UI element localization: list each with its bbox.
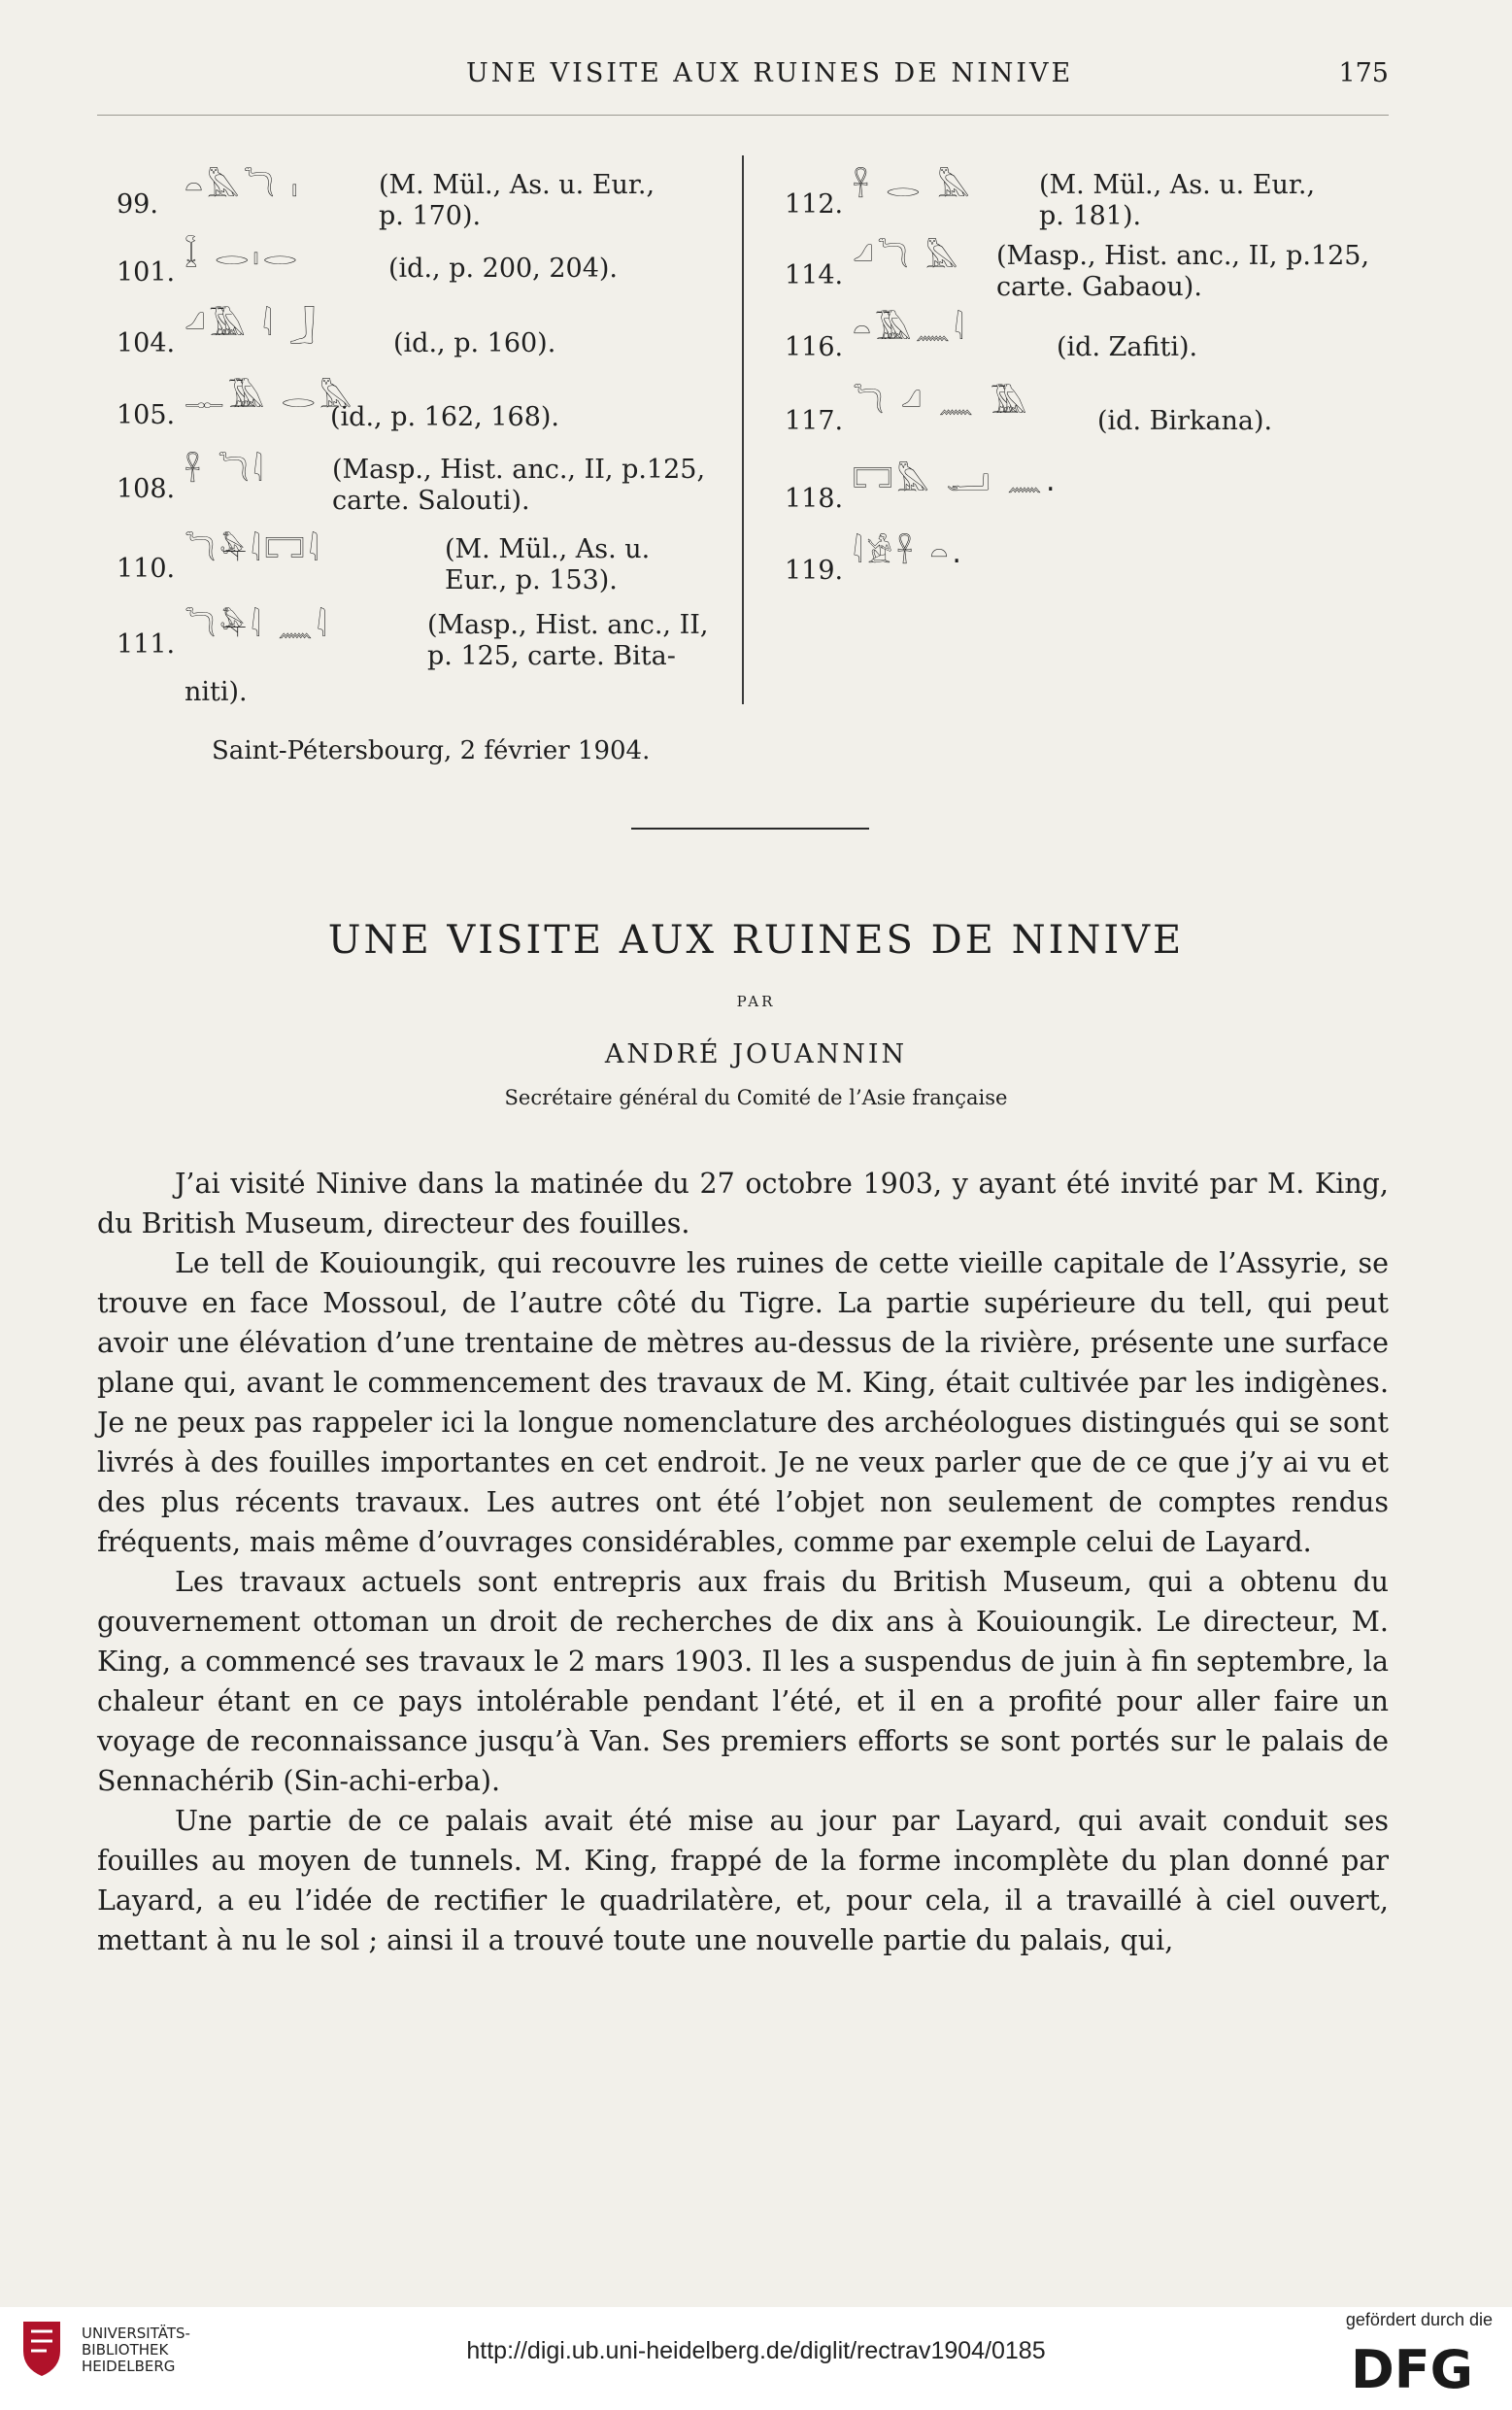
entry-104 <box>117 309 728 367</box>
entry-reference: (M. Mül., As. u. Eur., p. 153). <box>445 534 651 595</box>
entry-number: 110. <box>117 554 176 584</box>
hieroglyph-group: 𓆓 𓏘 𓈖 𓅀 <box>853 387 1031 421</box>
entry-reference: (id. Zafiti). <box>1057 332 1198 362</box>
entry-reference: (Masp., Hist. anc., II, p. 125, carte. Bita- <box>427 610 709 671</box>
entry-number: 119. <box>785 556 844 586</box>
entry-108 <box>117 455 738 523</box>
entry-number: 101. <box>117 257 176 288</box>
entry-111-continuation <box>185 677 248 708</box>
article-body <box>97 1164 1389 1960</box>
paragraph: Une partie de ce palais avait été mise au jour par Layard, qui avait conduit ses fouilles au moyen de tunnels. M. King, frappé de la forme incomplète du plan donné par Layard, a eu l’idée de rectifier le quadrilatère, et, pour cela, il a travaillé à ciel ouvert, mettant à nu le sol ; ainsi il a trouvé toute une nouvelle partie du palais, qui, <box>97 1805 1389 1956</box>
hieroglyph-group: 𓋹 𓂋 𓅓 <box>853 170 974 204</box>
entry-number: 105. <box>117 400 176 430</box>
entry-117 <box>785 387 1396 445</box>
hieroglyph-group: 𓋹 𓆓𓇋 <box>185 455 267 489</box>
entry-105 <box>117 381 728 439</box>
entry-118 <box>785 464 1396 523</box>
entry-reference: (M. Mül., As. u. Eur., p. 170). <box>379 170 655 231</box>
page-number: 175 <box>1338 58 1389 88</box>
entry-reference: (M. Mül., As. u. Eur., p. 181). <box>1039 170 1316 231</box>
entry-110 <box>117 534 738 602</box>
entry-reference: (id. Birkana). <box>1097 406 1273 436</box>
entry-number: 112. <box>785 189 844 220</box>
dfg-logo-text: DFG <box>1350 2341 1474 2394</box>
hieroglyph-group: 𓆓𓅆𓇋𓉐𓇋 <box>185 534 322 568</box>
hieroglyph-group: 𓏘𓅀 𓇋 𓃀 <box>185 309 319 343</box>
author-affiliation: Secrétaire général du Comité de l’Asie française <box>504 1086 1008 1109</box>
entry-112 <box>785 170 1396 231</box>
place-date-line: Saint-Pétersbourg, 2 février 1904. <box>212 736 651 765</box>
permalink[interactable]: http://digi.ub.uni-heidelberg.de/diglit/rectrav1904/0185 <box>466 2337 1046 2364</box>
by-line: PAR <box>736 993 776 1010</box>
funded-by-label: gefördert durch die <box>1345 2310 1493 2329</box>
entry-116 <box>785 313 1396 371</box>
article-title: UNE VISITE AUX RUINES DE NINIVE <box>327 918 1185 963</box>
running-title: UNE VISITE AUX RUINES DE NINIVE <box>466 58 1074 88</box>
entry-reference: (Masp., Hist. anc., II, p.125, carte. Salouti). <box>332 455 706 516</box>
entry-number: 99. <box>117 189 158 220</box>
entry-99 <box>117 170 728 231</box>
entry-number: 117. <box>785 406 844 436</box>
hieroglyph-group: 𓆼 𓂋𓏤𓂋 <box>185 238 302 272</box>
paragraph: Le tell de Kouioungik, qui recouvre les ruines de cette vieille capitale de l’Assyrie, se trouve en face Mossoul, de l’autre côté du Tigre. La partie supérieure du tell, qui peut avoir une élévation d’une trentaine de mètres au-dessus de la rivière, présente une surface plane qui, avant le commencement des travaux de M. King, était cultivée par les indigènes. Je ne peux pas rappeler ici la longue nomenclature des archéologues distingués qui se sont livrés à des fouilles importantes en cet endroit. Je ne veux parler que de ce que j’y ai vu et des plus récents travaux. Les autres ont été l’objet non seulement de comptes rendus fréquents, mais même d’ouvrages considérables, comme par exemple celui de Layard. <box>97 1247 1389 1558</box>
library-name: UNIVERSITÄTS- BIBLIOTHEK HEIDELBERG <box>82 2325 190 2375</box>
entry-number: 116. <box>785 332 844 362</box>
entry-114 <box>785 241 1396 302</box>
entry-number: 108. <box>117 474 176 504</box>
column-divider <box>742 155 744 704</box>
entry-reference: (id., p. 162, 168). <box>330 402 559 432</box>
paragraph: Les travaux actuels sont entrepris aux frais du British Museum, qui a obtenu du gouvernement ottoman un droit de recherches de dix ans à Kouioungik. Le directeur, M. King, a commencé ses travaux le 2 mars 1903. Il les a suspendus de juin à fin septembre, la chaleur étant en ce pays intolérable pendant l’été, et il en a profité pour aller faire un voyage de reconnaissance jusqu’à Van. Ses premiers efforts se sont portés sur le palais de Sennachérib (Sin-achi-erba). <box>97 1566 1389 1797</box>
running-head <box>97 58 1389 97</box>
hieroglyph-group: 𓏏𓅓𓆓 𓏤 <box>185 170 302 204</box>
dfg-logo <box>1332 2341 1493 2394</box>
paragraph: J’ai visité Ninive dans la matinée du 27 octobre 1903, y ayant été invité par M. King, du British Museum, directeur des fouilles. <box>97 1168 1389 1239</box>
entry-number: 111. <box>117 629 176 660</box>
entry-number: 118. <box>785 484 844 514</box>
entry-number: 114. <box>785 260 844 290</box>
hieroglyph-group: 𓏏𓅀𓈖𓇋 <box>853 313 968 347</box>
entry-101 <box>117 238 728 296</box>
hieroglyph-group: 𓏘𓆓 𓅓 <box>853 241 962 275</box>
entry-reference: (id., p. 160). <box>393 328 556 358</box>
entry-111 <box>117 610 738 678</box>
author-name: ANDRÉ JOUANNIN <box>604 1039 908 1069</box>
section-divider <box>631 828 869 830</box>
header-rule <box>97 115 1389 116</box>
entry-reference-tail: niti). <box>185 677 248 707</box>
entry-number: 104. <box>117 328 176 358</box>
hieroglyph-group: 𓆓𓅆𓇋 𓈖𓇋 <box>185 610 331 644</box>
hieroglyph-group: 𓉐𓅓 𓂝 𓈖. <box>853 464 1059 498</box>
entry-reference: (id., p. 200, 204). <box>388 254 618 284</box>
entry-119 <box>785 536 1396 594</box>
entry-reference: (Masp., Hist. anc., II, p.125, carte. Gabaou). <box>996 241 1370 302</box>
hieroglyph-group: 𓇋𓀀𓋹 𓏏. <box>853 536 965 570</box>
hieroglyph-group: 𓊃𓅀 𓂋𓅓 <box>185 381 356 415</box>
